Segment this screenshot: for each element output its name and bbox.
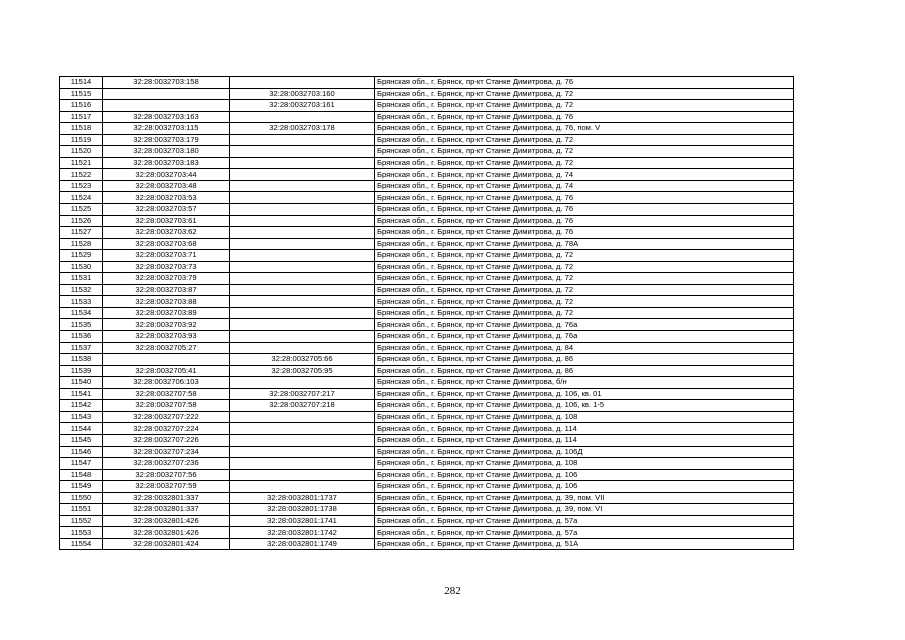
linked-cadastral-number-cell (230, 157, 375, 169)
linked-cadastral-number-cell (230, 261, 375, 273)
cadastral-number-cell: 32:28:0032703:163 (103, 111, 230, 123)
cadastral-number-cell: 32:28:0032703:53 (103, 192, 230, 204)
linked-cadastral-number-cell (230, 169, 375, 181)
linked-cadastral-number-cell (230, 446, 375, 458)
cadastral-number-cell: 32:28:0032801:426 (103, 527, 230, 539)
table-row (60, 250, 794, 262)
cadastral-number-cell: 32:28:0032801:337 (103, 504, 230, 516)
linked-cadastral-number-cell (230, 180, 375, 192)
cadastral-number-cell: 32:28:0032703:158 (103, 77, 230, 89)
address-cell: Брянская обл., г. Брянск, пр-кт Станке Димитрова, д. 72 (375, 307, 794, 319)
row-number-cell: 11515 (60, 88, 103, 100)
row-number-cell: 11545 (60, 434, 103, 446)
cadastral-number-cell: 32:28:0032703:88 (103, 296, 230, 308)
cadastral-number-cell: 32:28:0032703:93 (103, 331, 230, 343)
linked-cadastral-number-cell (230, 146, 375, 158)
cadastral-number-cell: 32:28:0032707:222 (103, 411, 230, 423)
linked-cadastral-number-cell (230, 227, 375, 239)
linked-cadastral-number-cell: 32:28:0032801:1738 (230, 504, 375, 516)
cadastral-number-cell: 32:28:0032703:87 (103, 284, 230, 296)
row-number-cell: 11548 (60, 469, 103, 481)
linked-cadastral-number-cell (230, 296, 375, 308)
row-number-cell: 11541 (60, 388, 103, 400)
linked-cadastral-number-cell (230, 411, 375, 423)
linked-cadastral-number-cell: 32:28:0032703:161 (230, 100, 375, 112)
cadastral-number-cell: 32:28:0032706:103 (103, 377, 230, 389)
table-row (60, 100, 794, 112)
cadastral-number-cell: 32:28:0032703:92 (103, 319, 230, 331)
table-row (60, 515, 794, 527)
linked-cadastral-number-cell (230, 434, 375, 446)
row-number-cell: 11550 (60, 492, 103, 504)
table-row (60, 284, 794, 296)
address-cell: Брянская обл., г. Брянск, пр-кт Станке Димитрова, д. 108 (375, 458, 794, 470)
cadastral-number-cell: 32:28:0032707:58 (103, 400, 230, 412)
linked-cadastral-number-cell: 32:28:0032703:178 (230, 123, 375, 135)
table-row (60, 527, 794, 539)
address-cell: Брянская обл., г. Брянск, пр-кт Станке Димитрова, д. 72 (375, 261, 794, 273)
address-cell: Брянская обл., г. Брянск, пр-кт Станке Димитрова, д. 76 (375, 204, 794, 216)
table-row (60, 157, 794, 169)
address-cell: Брянская обл., г. Брянск, пр-кт Станке Димитрова, д. 106 (375, 469, 794, 481)
row-number-cell: 11542 (60, 400, 103, 412)
row-number-cell: 11536 (60, 331, 103, 343)
cadastral-number-cell (103, 100, 230, 112)
cadastral-number-cell: 32:28:0032703:68 (103, 238, 230, 250)
cadastral-number-cell: 32:28:0032703:61 (103, 215, 230, 227)
row-number-cell: 11534 (60, 307, 103, 319)
table-row (60, 342, 794, 354)
address-cell: Брянская обл., г. Брянск, пр-кт Станке Димитрова, д. 72 (375, 100, 794, 112)
row-number-cell: 11528 (60, 238, 103, 250)
table-row (60, 492, 794, 504)
address-cell: Брянская обл., г. Брянск, пр-кт Станке Димитрова, д. 72 (375, 88, 794, 100)
table-row (60, 400, 794, 412)
row-number-cell: 11531 (60, 273, 103, 285)
table-row (60, 180, 794, 192)
table-row (60, 204, 794, 216)
address-cell: Брянская обл., г. Брянск, пр-кт Станке Димитрова, б/н (375, 377, 794, 389)
linked-cadastral-number-cell (230, 458, 375, 470)
cadastral-number-cell (103, 88, 230, 100)
table-row (60, 446, 794, 458)
table-row (60, 296, 794, 308)
cadastral-number-cell: 32:28:0032801:337 (103, 492, 230, 504)
cadastral-number-cell: 32:28:0032705:27 (103, 342, 230, 354)
table-row (60, 458, 794, 470)
row-number-cell: 11533 (60, 296, 103, 308)
address-cell: Брянская обл., г. Брянск, пр-кт Станке Димитрова, д. 76а (375, 331, 794, 343)
row-number-cell: 11520 (60, 146, 103, 158)
linked-cadastral-number-cell: 32:28:0032707:218 (230, 400, 375, 412)
linked-cadastral-number-cell (230, 77, 375, 89)
cadastral-number-cell: 32:28:0032703:71 (103, 250, 230, 262)
address-cell: Брянская обл., г. Брянск, пр-кт Станке Димитрова, д. 76 (375, 77, 794, 89)
row-number-cell: 11547 (60, 458, 103, 470)
linked-cadastral-number-cell (230, 307, 375, 319)
cadastral-number-cell: 32:28:0032707:226 (103, 434, 230, 446)
cadastral-table (59, 76, 794, 550)
row-number-cell: 11525 (60, 204, 103, 216)
row-number-cell: 11521 (60, 157, 103, 169)
table-row (60, 238, 794, 250)
row-number-cell: 11551 (60, 504, 103, 516)
linked-cadastral-number-cell (230, 250, 375, 262)
linked-cadastral-number-cell (230, 481, 375, 493)
address-cell: Брянская обл., г. Брянск, пр-кт Станке Димитрова, д. 72 (375, 284, 794, 296)
cadastral-number-cell: 32:28:0032703:62 (103, 227, 230, 239)
linked-cadastral-number-cell: 32:28:0032801:1741 (230, 515, 375, 527)
table-row (60, 423, 794, 435)
address-cell: Брянская обл., г. Брянск, пр-кт Станке Димитрова, д. 108 (375, 411, 794, 423)
address-cell: Брянская обл., г. Брянск, пр-кт Станке Димитрова, д. 74 (375, 180, 794, 192)
address-cell: Брянская обл., г. Брянск, пр-кт Станке Димитрова, д. 86 (375, 354, 794, 366)
row-number-cell: 11552 (60, 515, 103, 527)
cadastral-number-cell: 32:28:0032707:234 (103, 446, 230, 458)
table-row (60, 261, 794, 273)
cadastral-number-cell: 32:28:0032703:115 (103, 123, 230, 135)
row-number-cell: 11543 (60, 411, 103, 423)
address-cell: Брянская обл., г. Брянск, пр-кт Станке Димитрова, д. 114 (375, 434, 794, 446)
table-row (60, 538, 794, 550)
linked-cadastral-number-cell: 32:28:0032801:1749 (230, 538, 375, 550)
row-number-cell: 11546 (60, 446, 103, 458)
linked-cadastral-number-cell (230, 111, 375, 123)
linked-cadastral-number-cell (230, 134, 375, 146)
linked-cadastral-number-cell: 32:28:0032705:66 (230, 354, 375, 366)
address-cell: Брянская обл., г. Брянск, пр-кт Станке Димитрова, д. 39, пом. VII (375, 492, 794, 504)
linked-cadastral-number-cell (230, 204, 375, 216)
row-number-cell: 11544 (60, 423, 103, 435)
cadastral-number-cell: 32:28:0032707:224 (103, 423, 230, 435)
address-cell: Брянская обл., г. Брянск, пр-кт Станке Димитрова, д. 72 (375, 273, 794, 285)
address-cell: Брянская обл., г. Брянск, пр-кт Станке Димитрова, д. 72 (375, 250, 794, 262)
table-row (60, 504, 794, 516)
table-row (60, 354, 794, 366)
row-number-cell: 11530 (60, 261, 103, 273)
cadastral-table-body (60, 77, 794, 550)
linked-cadastral-number-cell (230, 238, 375, 250)
linked-cadastral-number-cell: 32:28:0032801:1737 (230, 492, 375, 504)
linked-cadastral-number-cell (230, 377, 375, 389)
table-row (60, 123, 794, 135)
address-cell: Брянская обл., г. Брянск, пр-кт Станке Димитрова, д. 106, кв. 1-5 (375, 400, 794, 412)
cadastral-number-cell: 32:28:0032707:59 (103, 481, 230, 493)
linked-cadastral-number-cell (230, 215, 375, 227)
page-number: 282 (444, 585, 461, 597)
cadastral-number-cell: 32:28:0032703:183 (103, 157, 230, 169)
address-cell: Брянская обл., г. Брянск, пр-кт Станке Димитрова, д. 57а (375, 527, 794, 539)
table-row (60, 388, 794, 400)
table-row (60, 411, 794, 423)
linked-cadastral-number-cell (230, 342, 375, 354)
row-number-cell: 11516 (60, 100, 103, 112)
row-number-cell: 11554 (60, 538, 103, 550)
row-number-cell: 11540 (60, 377, 103, 389)
table-row (60, 146, 794, 158)
linked-cadastral-number-cell (230, 423, 375, 435)
address-cell: Брянская обл., г. Брянск, пр-кт Станке Димитрова, д. 76, пом. V (375, 123, 794, 135)
table-row (60, 273, 794, 285)
row-number-cell: 11518 (60, 123, 103, 135)
linked-cadastral-number-cell: 32:28:0032801:1742 (230, 527, 375, 539)
address-cell: Брянская обл., г. Брянск, пр-кт Станке Димитрова, д. 39, пом. VI (375, 504, 794, 516)
row-number-cell: 11524 (60, 192, 103, 204)
address-cell: Брянская обл., г. Брянск, пр-кт Станке Димитрова, д. 78А (375, 238, 794, 250)
linked-cadastral-number-cell (230, 192, 375, 204)
row-number-cell: 11539 (60, 365, 103, 377)
row-number-cell: 11517 (60, 111, 103, 123)
row-number-cell: 11553 (60, 527, 103, 539)
address-cell: Брянская обл., г. Брянск, пр-кт Станке Димитрова, д. 72 (375, 296, 794, 308)
linked-cadastral-number-cell (230, 319, 375, 331)
table-row (60, 134, 794, 146)
cadastral-number-cell: 32:28:0032705:41 (103, 365, 230, 377)
cadastral-number-cell: 32:28:0032703:89 (103, 307, 230, 319)
address-cell: Брянская обл., г. Брянск, пр-кт Станке Димитрова, д. 86 (375, 365, 794, 377)
linked-cadastral-number-cell (230, 273, 375, 285)
cadastral-number-cell: 32:28:0032703:44 (103, 169, 230, 181)
row-number-cell: 11549 (60, 481, 103, 493)
row-number-cell: 11532 (60, 284, 103, 296)
row-number-cell: 11522 (60, 169, 103, 181)
cadastral-number-cell: 32:28:0032703:48 (103, 180, 230, 192)
table-row (60, 169, 794, 181)
row-number-cell: 11535 (60, 319, 103, 331)
address-cell: Брянская обл., г. Брянск, пр-кт Станке Димитрова, д. 57а (375, 515, 794, 527)
address-cell: Брянская обл., г. Брянск, пр-кт Станке Димитрова, д. 84 (375, 342, 794, 354)
address-cell: Брянская обл., г. Брянск, пр-кт Станке Димитрова, д. 76а (375, 319, 794, 331)
row-number-cell: 11523 (60, 180, 103, 192)
table-row (60, 365, 794, 377)
address-cell: Брянская обл., г. Брянск, пр-кт Станке Димитрова, д. 76 (375, 111, 794, 123)
cadastral-number-cell: 32:28:0032703:73 (103, 261, 230, 273)
table-row (60, 469, 794, 481)
linked-cadastral-number-cell (230, 331, 375, 343)
address-cell: Брянская обл., г. Брянск, пр-кт Станке Димитрова, д. 76 (375, 215, 794, 227)
cadastral-number-cell: 32:28:0032801:424 (103, 538, 230, 550)
linked-cadastral-number-cell (230, 469, 375, 481)
table-row (60, 377, 794, 389)
address-cell: Брянская обл., г. Брянск, пр-кт Станке Димитрова, д. 114 (375, 423, 794, 435)
address-cell: Брянская обл., г. Брянск, пр-кт Станке Димитрова, д. 74 (375, 169, 794, 181)
row-number-cell: 11538 (60, 354, 103, 366)
table-row (60, 307, 794, 319)
address-cell: Брянская обл., г. Брянск, пр-кт Станке Димитрова, д. 72 (375, 146, 794, 158)
cadastral-number-cell: 32:28:0032703:179 (103, 134, 230, 146)
address-cell: Брянская обл., г. Брянск, пр-кт Станке Димитрова, д. 76 (375, 227, 794, 239)
linked-cadastral-number-cell: 32:28:0032705:95 (230, 365, 375, 377)
table-row (60, 111, 794, 123)
row-number-cell: 11529 (60, 250, 103, 262)
cadastral-number-cell: 32:28:0032707:58 (103, 388, 230, 400)
address-cell: Брянская обл., г. Брянск, пр-кт Станке Димитрова, д. 106Д (375, 446, 794, 458)
cadastral-number-cell: 32:28:0032703:180 (103, 146, 230, 158)
table-row (60, 331, 794, 343)
linked-cadastral-number-cell: 32:28:0032707:217 (230, 388, 375, 400)
address-cell: Брянская обл., г. Брянск, пр-кт Станке Димитрова, д. 106, кв. 01 (375, 388, 794, 400)
address-cell: Брянская обл., г. Брянск, пр-кт Станке Димитрова, д. 51А (375, 538, 794, 550)
row-number-cell: 11526 (60, 215, 103, 227)
table-row (60, 77, 794, 89)
cadastral-number-cell: 32:28:0032707:56 (103, 469, 230, 481)
table-row (60, 319, 794, 331)
row-number-cell: 11537 (60, 342, 103, 354)
cadastral-number-cell: 32:28:0032707:236 (103, 458, 230, 470)
address-cell: Брянская обл., г. Брянск, пр-кт Станке Димитрова, д. 72 (375, 134, 794, 146)
address-cell: Брянская обл., г. Брянск, пр-кт Станке Димитрова, д. 106 (375, 481, 794, 493)
table-row (60, 192, 794, 204)
address-cell: Брянская обл., г. Брянск, пр-кт Станке Димитрова, д. 72 (375, 157, 794, 169)
table-row (60, 227, 794, 239)
cadastral-number-cell: 32:28:0032801:426 (103, 515, 230, 527)
table-row (60, 88, 794, 100)
linked-cadastral-number-cell: 32:28:0032703:160 (230, 88, 375, 100)
linked-cadastral-number-cell (230, 284, 375, 296)
cadastral-number-cell: 32:28:0032703:57 (103, 204, 230, 216)
address-cell: Брянская обл., г. Брянск, пр-кт Станке Димитрова, д. 76 (375, 192, 794, 204)
row-number-cell: 11527 (60, 227, 103, 239)
row-number-cell: 11519 (60, 134, 103, 146)
table-row (60, 481, 794, 493)
cadastral-number-cell: 32:28:0032703:79 (103, 273, 230, 285)
table-row (60, 215, 794, 227)
table-row (60, 434, 794, 446)
row-number-cell: 11514 (60, 77, 103, 89)
cadastral-number-cell (103, 354, 230, 366)
